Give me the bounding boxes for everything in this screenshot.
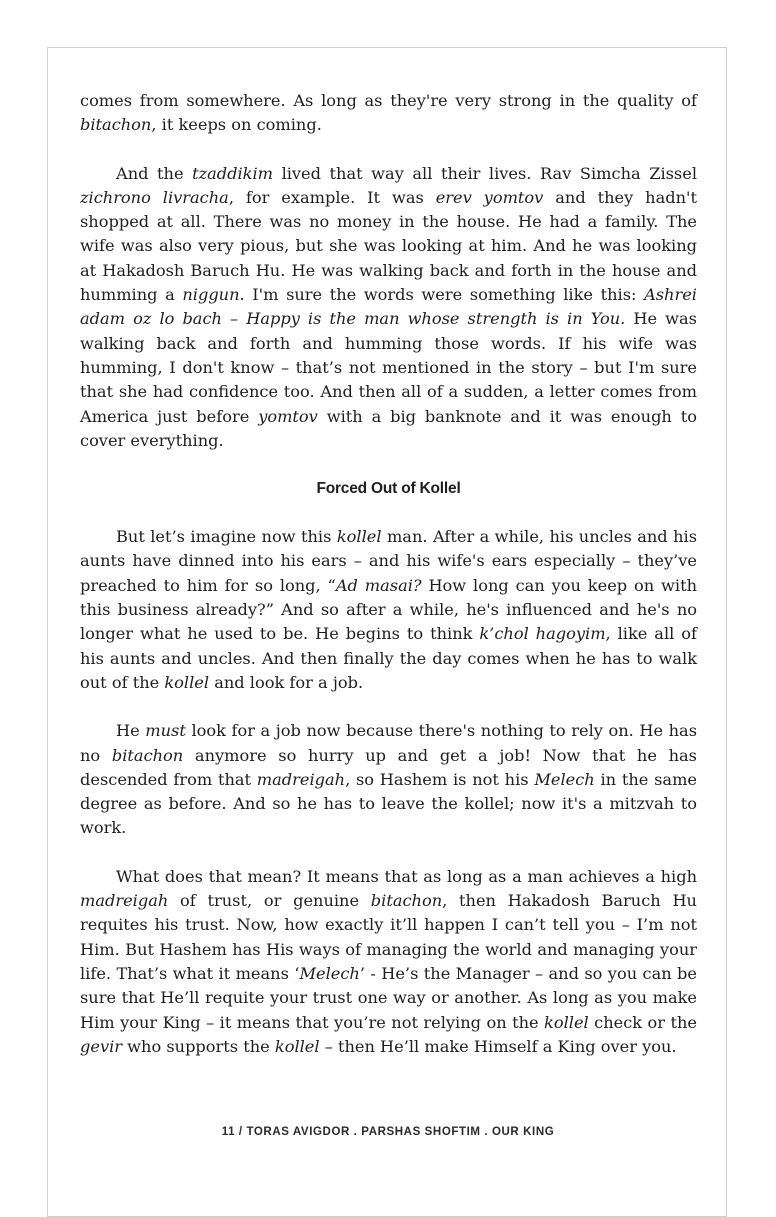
text-run: and look for a job. <box>209 672 364 692</box>
text-run: But let’s imagine now this <box>116 527 337 547</box>
italic-text: kollel <box>544 1012 589 1032</box>
italic-text: zichrono livracha <box>80 187 229 207</box>
italic-text: bitachon <box>80 115 152 135</box>
text-run: who supports the <box>122 1036 275 1056</box>
text-run: – then He’ll make Himself a King over you. <box>319 1036 677 1056</box>
paragraph <box>80 719 697 840</box>
italic-text: bitachon <box>370 891 443 911</box>
text-run: , so Hashem is not his <box>345 769 535 789</box>
italic-text: bitachon <box>111 745 184 765</box>
italic-text: kollel <box>164 672 210 692</box>
paragraph <box>80 162 697 454</box>
italic-text: Ad masai? <box>335 575 422 595</box>
page-footer: 11 / TORAS AVIGDOR . PARSHAS SHOFTIM . OUR KING <box>221 1126 555 1138</box>
italic-text: madreigah <box>80 891 169 911</box>
paragraph <box>80 89 697 138</box>
italic-text: Ashrei adam oz lo bach – Happy is the man whose strength is in You. <box>80 285 697 329</box>
text-run: in the same degree as before. And so he has to leave the kollel; now it's a mitzvah to work. <box>80 769 697 838</box>
top-paragraphs <box>80 89 697 453</box>
italic-text: kollel <box>274 1036 320 1056</box>
text-run: anymore so hurry up and get a job! Now that he has descended from that <box>80 745 697 789</box>
text-run: And the <box>116 163 193 183</box>
paragraph <box>80 865 697 1059</box>
italic-text: gevir <box>80 1036 123 1056</box>
text-run: , like all of his aunts and uncles. And then finally the day comes when he has to walk out of the <box>80 624 697 692</box>
text-run: check or the <box>588 1012 697 1032</box>
text-run: . I'm sure the words were something like this: <box>239 285 645 305</box>
italic-text: erev yomtov <box>435 187 544 207</box>
italic-text: must <box>145 721 186 741</box>
text-run: man. After a while, his uncles and his aunts have dinned into his ears – and his wife's ears especially – they’ve preached to him for so long, “ <box>80 527 697 595</box>
italic-text: yomtov <box>258 406 318 426</box>
bottom-paragraphs <box>80 525 697 1059</box>
section-heading: Forced Out of Kollel <box>316 480 461 498</box>
italic-text: Melech <box>534 769 595 789</box>
text-run: ’ - He’s the Manager – and so you can be sure that He’ll requite your trust one way or another. As long as you make Him your King – it means that you’re not relying on the <box>80 963 697 1032</box>
italic-text: niggun <box>182 285 240 305</box>
paragraph <box>80 525 697 695</box>
italic-text: madreigah <box>256 769 346 789</box>
text-run: He was walking back and forth and humming those words. If his wife was humming, I don't know – that’s not mentioned in the story – but I'm sure that she had confidence too. And then all of a sudden, a letter comes from America just before <box>80 309 697 426</box>
text-run: What does that mean? It means that as long as a man achieves a high <box>116 866 697 886</box>
italic-text: tzaddikim <box>192 163 274 183</box>
text-run: lived that way all their lives. Rav Simcha Zissel <box>273 163 697 183</box>
text-run: and they hadn't shopped at all. There was no money in the house. He had a family. The wife was also very pious, but she was looking at him. And he was looking at Hakadosh Baruch Hu. He was walking back and forth in the house and humming a <box>80 187 697 305</box>
text-run: comes from somewhere. As long as they're very strong in the quality of <box>80 91 697 110</box>
text-run: with a big banknote and it was enough to cover everything. <box>80 406 697 450</box>
text-run: look for a job now because there's nothing to rely on. He has no <box>80 721 698 765</box>
text-run: , then Hakadosh Baruch Hu requites his trust. Now, how exactly it’ll happen I can’t tell you – I’m not Him. But Hashem has His ways of managing the world and managing your life. That’s what it means ‘ <box>80 891 697 983</box>
italic-text: Melech <box>299 963 360 983</box>
italic-text: kollel <box>336 527 382 547</box>
body-text <box>80 89 697 1083</box>
text-run: How long can you keep on with this business already?” And so after a while, he's influenced and he's no longer what he used to be. He begins to think <box>80 575 698 644</box>
italic-text: k’chol hagoyim <box>479 624 606 644</box>
text-run: of trust, or genuine <box>168 891 371 911</box>
text-run: He <box>116 721 146 741</box>
text-run: , it keeps on coming. <box>151 115 322 135</box>
text-run: , for example. It was <box>228 187 436 207</box>
